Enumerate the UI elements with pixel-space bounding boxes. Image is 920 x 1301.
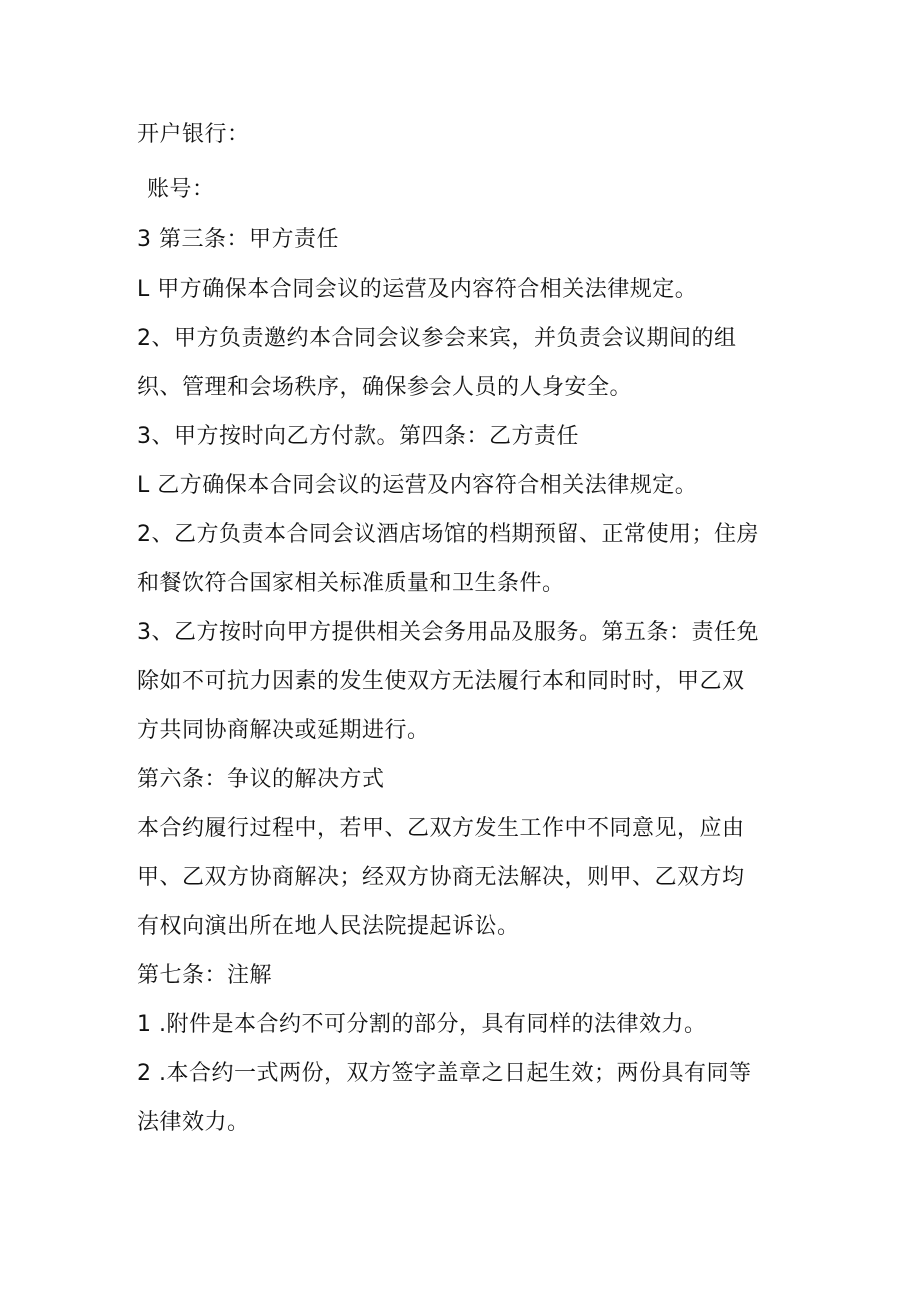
article-4-item-3-line-1: 3、乙方按时向甲方提供相关会务用品及服务。第五条：责任免 <box>137 620 759 645</box>
article-7-item-2-line-1: 2 .本合约一式两份，双方签字盖章之日起生效；两份具有同等 <box>137 1061 752 1086</box>
article-3-item-3-and-article-4-heading: 3、甲方按时向乙方付款。第四条：乙方责任 <box>137 424 579 449</box>
article-6-heading: 第六条：争议的解决方式 <box>137 767 385 792</box>
article-6-line-1: 本合约履行过程中，若甲、乙双方发生工作中不同意见，应由 <box>137 816 745 841</box>
article-7-item-2-line-2: 法律效力。 <box>137 1110 250 1135</box>
article-5-line-1: 除如不可抗力因素的发生使双方无法履行本和同时时，甲乙双 <box>137 669 745 694</box>
bank-label: 开户银行： <box>137 122 250 147</box>
article-3-item-2-line-2: 织、管理和会场秩序，确保参会人员的人身安全。 <box>137 375 633 400</box>
article-5-line-2: 方共同协商解决或延期进行。 <box>137 718 430 743</box>
article-3-heading: 3 第三条：甲方责任 <box>137 227 339 252</box>
article-7-heading: 第七条：注解 <box>137 963 273 988</box>
article-6-line-3: 有权向演出所在地人民法院提起诉讼。 <box>137 914 520 939</box>
article-4-item-2-line-2: 和餐饮符合国家相关标准质量和卫生条件。 <box>137 571 565 596</box>
article-7-item-1: 1 .附件是本合约不可分割的部分，具有同样的法律效力。 <box>137 1012 707 1037</box>
account-label: 账号： <box>147 177 215 202</box>
article-3-item-1: L 甲方确保本合同会议的运营及内容符合相关法律规定。 <box>137 277 698 302</box>
article-4-item-2-line-1: 2、乙方负责本合同会议酒店场馆的档期预留、正常使用；住房 <box>137 522 759 547</box>
article-3-item-2-line-1: 2、甲方负责邀约本合同会议参会来宾，并负责会议期间的组 <box>137 326 737 351</box>
article-6-line-2: 甲、乙双方协商解决；经双方协商无法解决，则甲、乙双方均 <box>137 865 745 890</box>
article-4-item-1: L 乙方确保本合同会议的运营及内容符合相关法律规定。 <box>137 473 698 498</box>
